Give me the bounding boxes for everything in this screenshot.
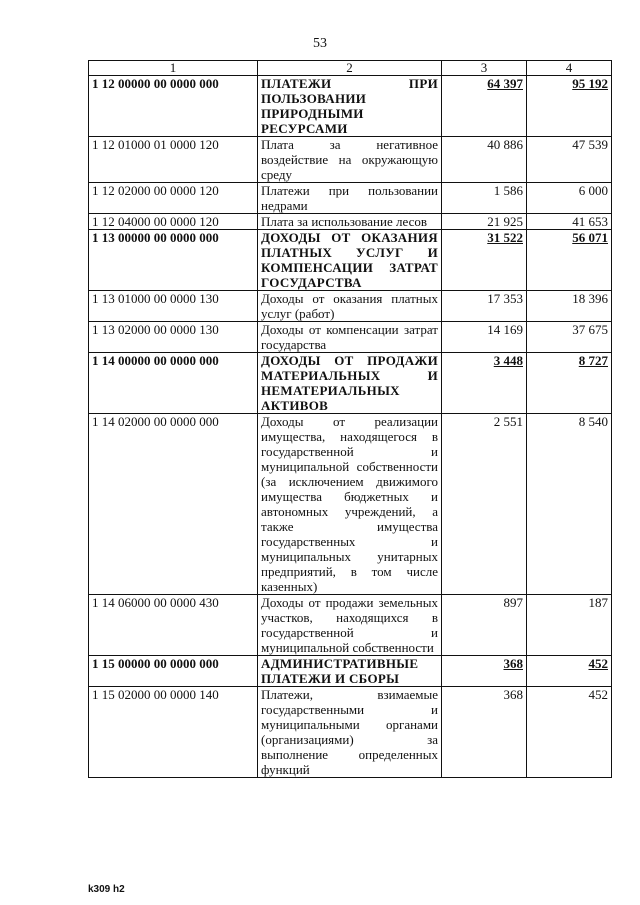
- table-row: [89, 595, 612, 656]
- value-2021-cell: 452: [527, 656, 612, 687]
- header-col-4: 4: [527, 61, 612, 76]
- value-2020-cell: 64 397: [442, 76, 527, 137]
- value-2021-cell: 41 653: [527, 214, 612, 230]
- value-2020-cell: 368: [442, 687, 527, 778]
- table-row-section: [89, 656, 612, 687]
- name-cell: Доходы от продажи земельных участков, находящихся в государственной и муниципальной собственности: [258, 595, 442, 656]
- table-row: [89, 214, 612, 230]
- name-cell: Доходы от компенсации затрат государства: [258, 322, 442, 353]
- name-cell: Платежи при пользовании недрами: [258, 183, 442, 214]
- value-2020-cell: 1 586: [442, 183, 527, 214]
- header-col-1: 1: [89, 61, 258, 76]
- table-row-section: [89, 230, 612, 291]
- value-2021-cell: 8 727: [527, 353, 612, 414]
- value-2021-cell: 47 539: [527, 137, 612, 183]
- table-row: [89, 183, 612, 214]
- value-2021-cell: 37 675: [527, 322, 612, 353]
- value-2021-cell: 187: [527, 595, 612, 656]
- header-col-3: 3: [442, 61, 527, 76]
- name-cell: Платежи, взимаемые государственными и муниципальными органами (организациями) за выполнение определенных функций: [258, 687, 442, 778]
- name-cell: Доходы от реализации имущества, находящегося в государственной и муниципальной собственности (за исключением движимого имущества бюджетных и автономных учреждений, а также имущества государственных и муниципальных унитарных предприятий, в том числе казенных): [258, 414, 442, 595]
- header-row: [89, 61, 612, 76]
- table-row: [89, 414, 612, 595]
- page-number: 53: [313, 36, 327, 51]
- table-row-section: [89, 353, 612, 414]
- header-col-2: 2: [258, 61, 442, 76]
- value-2020-cell: 3 448: [442, 353, 527, 414]
- name-cell: Плата за использование лесов: [258, 214, 442, 230]
- value-2020-cell: 31 522: [442, 230, 527, 291]
- code-cell: 1 15 02000 00 0000 140: [89, 687, 258, 778]
- code-cell: 1 12 02000 00 0000 120: [89, 183, 258, 214]
- name-cell: Доходы от оказания платных услуг (работ): [258, 291, 442, 322]
- name-cell: ПЛАТЕЖИ ПРИ ПОЛЬЗОВАНИИ ПРИРОДНЫМИ РЕСУРСАМИ: [258, 76, 442, 137]
- value-2021-cell: 6 000: [527, 183, 612, 214]
- code-cell: 1 13 01000 00 0000 130: [89, 291, 258, 322]
- code-cell: 1 13 02000 00 0000 130: [89, 322, 258, 353]
- code-cell: 1 14 02000 00 0000 000: [89, 414, 258, 595]
- budget-table: [88, 60, 612, 778]
- code-cell: 1 14 06000 00 0000 430: [89, 595, 258, 656]
- code-cell: 1 12 00000 00 0000 000: [89, 76, 258, 137]
- value-2020-cell: 21 925: [442, 214, 527, 230]
- footer-doc-code: k309 h2: [88, 884, 125, 895]
- value-2020-cell: 40 886: [442, 137, 527, 183]
- name-cell: ДОХОДЫ ОТ ПРОДАЖИ МАТЕРИАЛЬНЫХ И НЕМАТЕРИАЛЬНЫХ АКТИВОВ: [258, 353, 442, 414]
- value-2021-cell: 56 071: [527, 230, 612, 291]
- value-2021-cell: 452: [527, 687, 612, 778]
- name-cell: АДМИНИСТРАТИВНЫЕ ПЛАТЕЖИ И СБОРЫ: [258, 656, 442, 687]
- value-2021-cell: 8 540: [527, 414, 612, 595]
- code-cell: 1 13 00000 00 0000 000: [89, 230, 258, 291]
- table-row: [89, 137, 612, 183]
- value-2021-cell: 95 192: [527, 76, 612, 137]
- table-row-section: [89, 76, 612, 137]
- name-cell: Плата за негативное воздействие на окружающую среду: [258, 137, 442, 183]
- table-row: [89, 291, 612, 322]
- value-2020-cell: 2 551: [442, 414, 527, 595]
- value-2020-cell: 897: [442, 595, 527, 656]
- value-2020-cell: 17 353: [442, 291, 527, 322]
- value-2020-cell: 368: [442, 656, 527, 687]
- code-cell: 1 12 04000 00 0000 120: [89, 214, 258, 230]
- table-row: [89, 322, 612, 353]
- name-cell: ДОХОДЫ ОТ ОКАЗАНИЯ ПЛАТНЫХ УСЛУГ И КОМПЕНСАЦИИ ЗАТРАТ ГОСУДАРСТВА: [258, 230, 442, 291]
- value-2020-cell: 14 169: [442, 322, 527, 353]
- value-2021-cell: 18 396: [527, 291, 612, 322]
- code-cell: 1 14 00000 00 0000 000: [89, 353, 258, 414]
- code-cell: 1 12 01000 01 0000 120: [89, 137, 258, 183]
- table-row: [89, 687, 612, 778]
- code-cell: 1 15 00000 00 0000 000: [89, 656, 258, 687]
